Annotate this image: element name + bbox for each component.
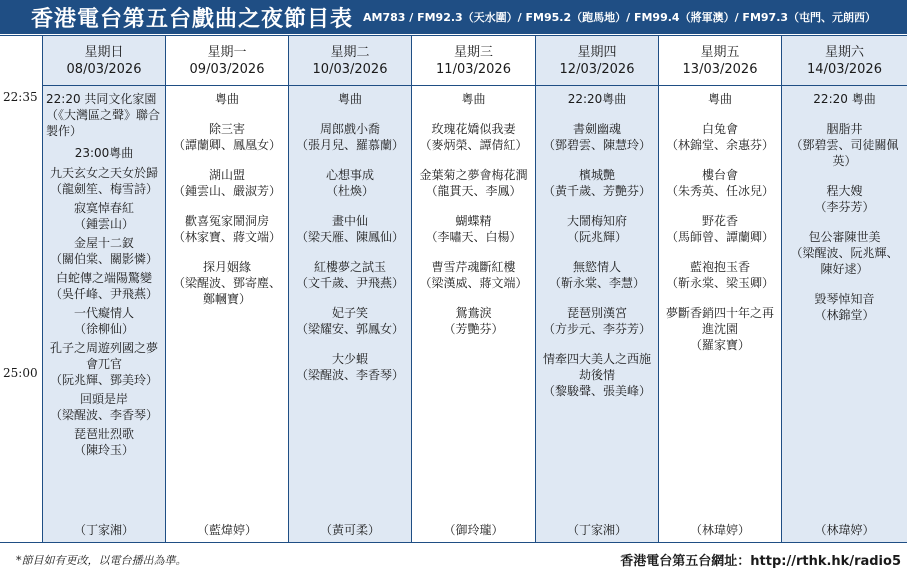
song-title: 妃子笑	[331, 306, 368, 320]
performers: （梁醒波、李香琴）	[295, 368, 404, 382]
time-label-end: 25:00	[3, 366, 38, 380]
song-title: 寂寞悼春紅	[73, 201, 134, 215]
performers: （張月兒、羅慕蘭）	[295, 138, 404, 152]
date-label: 10/03/2026	[312, 61, 388, 77]
performers: （梁醒波、李香琴）	[49, 408, 158, 422]
footer-note: *節目如有更改，以電台播出為準。	[16, 553, 187, 567]
footer-website: 香港電台第五台網址：http://rthk.hk/radio5	[620, 554, 901, 569]
programme-item	[539, 351, 655, 399]
day-programme	[536, 86, 658, 399]
performers: （梁耀安、郭鳳女）	[295, 322, 404, 336]
day-header	[782, 36, 907, 86]
frequency-list: AM783 / FM92.3（天水圍）/ FM95.2（跑馬地）/ FM99.4（將軍澳）/ FM97.3（屯門、元朗西）	[362, 11, 877, 24]
performers: （黃千歲、芳艷芬）	[542, 184, 651, 198]
song-title: 情牽四大美人之西施劫後情	[542, 352, 651, 382]
performers: （梁天雁、陳鳳仙）	[295, 230, 404, 244]
day-header	[659, 36, 781, 86]
day-column	[782, 36, 907, 542]
programme-item	[46, 426, 162, 458]
song-title: 曹雪芹魂斷紅樓	[431, 260, 516, 274]
performers: （梁醒波、鄧寄塵、鄭幗寶）	[172, 276, 281, 306]
performers: （關伯棠、關影憐）	[49, 252, 158, 266]
programme-item	[169, 121, 285, 153]
song-title: 金葉菊之夢會梅花澗	[419, 168, 528, 182]
title-bar	[0, 0, 907, 34]
song-title: 鴛鴦淚	[455, 306, 492, 320]
song-title: 檳城艷	[578, 168, 615, 182]
performers: （馬師曾、譚蘭卿）	[665, 230, 774, 244]
day-header	[412, 36, 535, 86]
date-label: 13/03/2026	[682, 61, 758, 77]
day-programme	[289, 86, 411, 383]
genre-heading: 22:20 粵曲	[813, 92, 876, 106]
programme-item	[415, 213, 532, 245]
performers: （吳仟峰、尹飛燕）	[49, 287, 158, 301]
programme-item	[539, 167, 655, 199]
programme-item	[46, 391, 162, 423]
performers: （梁漢威、蔣文端）	[419, 276, 528, 290]
performers: （芳艷芬）	[443, 322, 504, 336]
programme-item	[46, 270, 162, 302]
programme-item	[662, 259, 778, 291]
song-title: 野花香	[701, 214, 738, 228]
performers: （文千歲、尹飛燕）	[295, 276, 404, 290]
performers: （林錦堂、余惠芬）	[665, 138, 774, 152]
song-title: 白兔會	[701, 122, 738, 136]
genre-heading: 粵曲	[337, 92, 362, 106]
day-programme	[43, 86, 165, 458]
programme-item	[415, 121, 532, 153]
song-title: 琵琶壯烈歌	[73, 427, 134, 441]
weekday-label: 星期五	[700, 44, 740, 60]
programme-item	[415, 167, 532, 199]
song-title: 胭脂井	[826, 122, 863, 136]
weekday-label: 星期二	[330, 44, 370, 60]
song-title: 金屋十二釵	[73, 236, 134, 250]
page-title: 香港電台第五台戲曲之夜節目表	[30, 6, 353, 32]
programme-item	[785, 229, 904, 277]
day-column	[536, 36, 659, 542]
day-programme	[412, 86, 535, 337]
song-title: 大鬧梅知府	[566, 214, 627, 228]
programme-item	[662, 167, 778, 199]
song-title: 玫瑰花嬌似我妻	[431, 122, 516, 136]
weekday-label: 星期四	[577, 44, 617, 60]
song-title: 藍袍抱玉香	[689, 260, 750, 274]
genre-heading: 粵曲	[461, 92, 486, 106]
day-column	[43, 36, 166, 542]
performers: （杜煥）	[325, 184, 374, 198]
song-title: 白蛇傳之端陽驚變	[55, 271, 152, 285]
performers: （阮兆輝）	[566, 230, 627, 244]
host-name: （藍煒婷）	[196, 523, 257, 537]
song-title: 探月姻緣	[202, 260, 251, 274]
song-title: 心想事成	[325, 168, 374, 182]
time-label-start: 22:35	[3, 90, 38, 104]
host-name: （丁家湘）	[566, 523, 627, 537]
song-title: 書劍幽魂	[572, 122, 621, 136]
schedule-grid	[0, 35, 907, 543]
programme-item	[46, 340, 162, 388]
programme-item	[785, 291, 904, 323]
song-title: 程大嫂	[826, 184, 863, 198]
day-header	[43, 36, 165, 86]
weekday-label: 星期六	[824, 44, 864, 60]
performers: （方步元、李芬芳）	[542, 322, 651, 336]
date-label: 08/03/2026	[66, 61, 142, 77]
weekday-label: 星期一	[207, 44, 247, 60]
programme-item	[292, 259, 408, 291]
time-column	[0, 36, 43, 542]
day-header	[166, 36, 288, 86]
programme-item	[662, 213, 778, 245]
programme-item	[292, 121, 408, 153]
performers: （羅家寶）	[689, 338, 750, 352]
day-column	[166, 36, 289, 542]
programme-item	[46, 165, 162, 197]
programme-item	[169, 167, 285, 199]
song-title: 畫中仙	[331, 214, 368, 228]
genre-heading: 22:20粵曲	[567, 92, 627, 106]
performers: （靳永棠、梁玉卿）	[665, 276, 774, 290]
day-programme	[166, 86, 288, 307]
date-label: 09/03/2026	[189, 61, 265, 77]
weekday-label: 星期日	[84, 44, 124, 60]
performers: （李芬芳）	[814, 200, 875, 214]
performers: （龍劍笙、梅雪詩）	[49, 182, 158, 196]
performers: （徐柳仙）	[73, 322, 134, 336]
genre-heading: 粵曲	[707, 92, 732, 106]
song-title: 歡喜冤家鬧洞房	[184, 214, 269, 228]
song-title: 周郎戲小喬	[319, 122, 380, 136]
genre-heading: 粵曲	[214, 92, 239, 106]
performers: （朱秀英、任冰兒）	[665, 184, 774, 198]
day-programme	[659, 86, 781, 353]
programme-item	[662, 121, 778, 153]
performers: （黎駿聲、張美峰）	[542, 384, 651, 398]
song-title: 回頭是岸	[79, 392, 128, 406]
programme-item	[292, 305, 408, 337]
weekday-label: 星期三	[453, 44, 493, 60]
performers: （李嘯天、白楊）	[425, 230, 522, 244]
performers: （鄧碧雲、司徒關佩英）	[790, 138, 899, 168]
programme-item	[539, 305, 655, 337]
programme-item	[785, 121, 904, 169]
date-label: 12/03/2026	[559, 61, 635, 77]
song-title: 湖山盟	[208, 168, 245, 182]
performers: （譚蘭卿、鳳凰女）	[172, 138, 281, 152]
genre-heading: 22:20 共同文化家園（《大灣區之聲》聯合製作）	[46, 92, 161, 138]
programme-item	[785, 183, 904, 215]
host-name: （丁家湘）	[73, 523, 134, 537]
performers: （梁醒波、阮兆輝、陳好逑）	[790, 246, 899, 276]
programme-item	[539, 259, 655, 291]
performers: （鍾雲山、嚴淑芳）	[172, 184, 281, 198]
performers: （麥炳榮、譚倩紅）	[419, 138, 528, 152]
song-title: 夢斷香銷四十年之再進沈園	[665, 306, 774, 336]
performers: （鍾雲山）	[73, 217, 134, 231]
programme-item	[662, 305, 778, 353]
programme-item	[415, 305, 532, 337]
host-name: （黃可柔）	[319, 523, 380, 537]
programme-item	[46, 235, 162, 267]
song-title: 大少蝦	[331, 352, 368, 366]
performers: （林家寶、蔣文端）	[172, 230, 281, 244]
programme-item	[46, 200, 162, 232]
song-title: 毀琴悼知音	[814, 292, 875, 306]
programme-item	[169, 213, 285, 245]
host-name: （林瑋婷）	[814, 523, 875, 537]
date-label: 14/03/2026	[807, 61, 882, 77]
performers: （林錦堂）	[814, 308, 875, 322]
performers: （靳永棠、李慧）	[548, 276, 645, 290]
day-header	[536, 36, 658, 86]
song-title: 紅樓夢之試玉	[313, 260, 386, 274]
host-name: （林瑋婷）	[689, 523, 750, 537]
song-title: 一代癡情人	[73, 306, 134, 320]
programme-item	[169, 259, 285, 307]
programme-item	[292, 213, 408, 245]
host-name: （御玲瓏）	[443, 523, 504, 537]
performers: （龍貫天、李鳳）	[425, 184, 522, 198]
song-title: 無慾情人	[572, 260, 621, 274]
song-title: 蝴蝶精	[455, 214, 492, 228]
day-column	[412, 36, 536, 542]
song-title: 除三害	[208, 122, 245, 136]
programme-item	[292, 167, 408, 199]
song-title: 九天玄女之天女於歸	[49, 166, 158, 180]
programme-item	[415, 259, 532, 291]
song-title: 樓台會	[701, 168, 738, 182]
genre-heading: 23:00粵曲	[74, 146, 134, 160]
song-title: 琵琶別漢宮	[566, 306, 627, 320]
day-column	[289, 36, 412, 542]
performers: （阮兆輝、鄧美玲）	[49, 373, 158, 387]
day-header	[289, 36, 411, 86]
programme-item	[292, 351, 408, 383]
programme-item	[539, 213, 655, 245]
footer	[0, 543, 907, 576]
performers: （鄧碧雲、陳慧玲）	[542, 138, 651, 152]
song-title: 包公審陳世美	[808, 230, 881, 244]
song-title: 孔子之周遊列國之夢會兀官	[49, 341, 158, 371]
day-column	[659, 36, 782, 542]
programme-item	[539, 121, 655, 153]
date-label: 11/03/2026	[436, 61, 511, 77]
programme-item	[46, 305, 162, 337]
performers: （陳玲玉）	[73, 443, 134, 457]
day-programme	[782, 86, 907, 323]
